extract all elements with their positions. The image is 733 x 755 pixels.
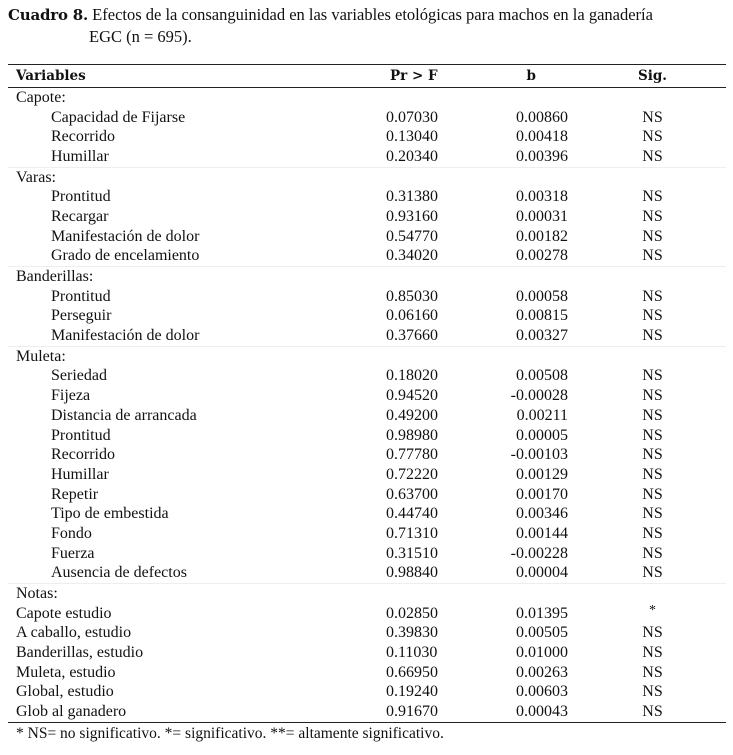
pr-f-value: 0.71310: [386, 524, 438, 542]
header-pr-f: Pr > F: [390, 68, 438, 84]
variable-name: Tipo de embestida: [51, 505, 169, 523]
variable-name: Recargar: [51, 207, 109, 225]
b-value: 0.00004: [516, 564, 568, 582]
pr-f-value: 0.63700: [386, 485, 438, 503]
table-footnote: * NS= no significativo. *= significativo. **= altamente significativo.: [16, 725, 444, 742]
variable-name: Fijeza: [51, 387, 91, 405]
sig-value: NS: [642, 663, 663, 681]
sig-value: NS: [642, 327, 663, 345]
b-value: 0.00860: [516, 108, 568, 126]
variable-name: Manifestación de dolor: [51, 327, 200, 345]
pr-f-value: 0.13040: [386, 128, 438, 146]
table-row: [8, 147, 726, 167]
table-row: [8, 108, 726, 128]
table-row: [8, 465, 726, 485]
group-name: Notas:: [16, 585, 58, 603]
pr-f-value: 0.31510: [386, 544, 438, 562]
b-value: 0.00396: [516, 147, 568, 165]
table-row: [8, 683, 726, 703]
b-value: -0.00228: [510, 544, 568, 562]
caption-text-line2: EGC (n = 695).: [89, 27, 192, 46]
table-row: [8, 326, 726, 346]
variable-name: Repetir: [51, 485, 99, 503]
table-row: [8, 504, 726, 524]
variable-name: Fondo: [51, 524, 92, 542]
sig-value: NS: [642, 426, 663, 444]
group-header-row: [8, 167, 726, 188]
pr-f-value: 0.66950: [386, 663, 438, 681]
pr-f-value: 0.98980: [386, 426, 438, 444]
sig-value: NS: [642, 387, 663, 405]
b-value: 0.00005: [516, 426, 568, 444]
pr-f-value: 0.07030: [386, 108, 438, 126]
sig-value: NS: [642, 406, 663, 424]
group-name: Varas:: [16, 168, 56, 186]
table-row: [8, 386, 726, 406]
b-value: 0.00263: [516, 663, 568, 681]
data-table: [8, 64, 726, 744]
sig-value: NS: [642, 505, 663, 523]
table-row: [8, 604, 726, 624]
table-row: [8, 643, 726, 663]
b-value: 0.00144: [516, 524, 568, 542]
sig-value: NS: [642, 485, 663, 503]
group-header-row: [8, 583, 726, 604]
group-name: Capote:: [16, 88, 66, 106]
variable-name: A caballo, estudio: [16, 624, 132, 642]
sig-value: NS: [642, 446, 663, 464]
group-name: Muleta:: [16, 347, 66, 365]
b-value: 0.01000: [516, 644, 568, 662]
pr-f-value: 0.34020: [386, 247, 438, 265]
b-value: 0.00058: [516, 287, 568, 305]
pr-f-value: 0.39830: [386, 624, 438, 642]
variable-name: Global, estudio: [16, 683, 114, 701]
table-row: [8, 406, 726, 426]
sig-value: NS: [642, 147, 663, 165]
pr-f-value: 0.02850: [386, 604, 438, 622]
pr-f-value: 0.49200: [386, 406, 438, 424]
header-b: b: [526, 68, 536, 84]
sig-value: NS: [642, 128, 663, 146]
b-value: 0.00211: [516, 406, 568, 424]
table-caption: [8, 4, 733, 48]
pr-f-value: 0.37660: [386, 327, 438, 345]
b-value: 0.00170: [516, 485, 568, 503]
b-value: 0.00508: [516, 367, 568, 385]
sig-value: NS: [642, 544, 663, 562]
sig-value: NS: [642, 624, 663, 642]
b-value: 0.00603: [516, 683, 568, 701]
pr-f-value: 0.18020: [386, 367, 438, 385]
sig-value: NS: [642, 703, 663, 721]
table-row: [8, 624, 726, 644]
pr-f-value: 0.77780: [386, 446, 438, 464]
sig-value: NS: [642, 188, 663, 206]
sig-value: NS: [642, 644, 663, 662]
variable-name: Banderillas, estudio: [16, 644, 144, 662]
sig-value: NS: [642, 108, 663, 126]
variable-name: Humillar: [51, 147, 109, 165]
b-value: 0.00129: [516, 465, 568, 483]
variable-name: Prontitud: [51, 287, 111, 305]
sig-value: NS: [642, 247, 663, 265]
table-row: [8, 702, 726, 722]
pr-f-value: 0.06160: [386, 307, 438, 325]
b-value: 0.00318: [516, 188, 568, 206]
b-value: 0.00182: [516, 227, 568, 245]
pr-f-value: 0.85030: [386, 287, 438, 305]
variable-name: Prontitud: [51, 188, 111, 206]
b-value: -0.00103: [510, 446, 568, 464]
table-row: [8, 287, 726, 307]
pr-f-value: 0.72220: [386, 465, 438, 483]
table-row: [8, 564, 726, 584]
pr-f-value: 0.91670: [386, 703, 438, 721]
b-value: 0.00346: [516, 505, 568, 523]
group-header-row: [8, 88, 726, 108]
sig-value: *: [649, 602, 656, 618]
table-row: [8, 307, 726, 327]
table-body: [8, 88, 726, 722]
variable-name: Muleta, estudio: [16, 663, 116, 681]
table-row: [8, 127, 726, 147]
sig-value: NS: [642, 207, 663, 225]
sig-value: NS: [642, 287, 663, 305]
variable-name: Ausencia de defectos: [51, 564, 187, 582]
sig-value: NS: [642, 524, 663, 542]
table-row: [8, 445, 726, 465]
group-header-row: [8, 346, 726, 367]
table-row: [8, 524, 726, 544]
pr-f-value: 0.98840: [386, 564, 438, 582]
caption-text-line1: Efectos de la consanguinidad en las variables etológicas para machos en la ganadería: [92, 5, 653, 24]
b-value: 0.00418: [516, 128, 568, 146]
b-value: 0.00031: [516, 207, 568, 225]
sig-value: NS: [642, 465, 663, 483]
variable-name: Recorrido: [51, 446, 115, 464]
b-value: 0.01395: [516, 604, 568, 622]
group-header-row: [8, 266, 726, 287]
b-value: 0.00815: [516, 307, 568, 325]
b-value: 0.00327: [516, 327, 568, 345]
caption-label: Cuadro 8.: [8, 6, 89, 24]
pr-f-value: 0.44740: [386, 505, 438, 523]
sig-value: NS: [642, 367, 663, 385]
pr-f-value: 0.20340: [386, 147, 438, 165]
b-value: -0.00028: [510, 387, 568, 405]
table-header: [8, 65, 726, 88]
sig-value: NS: [642, 683, 663, 701]
table-row: [8, 247, 726, 267]
b-value: 0.00278: [516, 247, 568, 265]
header-variables: Variables: [16, 68, 86, 84]
table-row: [8, 367, 726, 387]
table-row: [8, 485, 726, 505]
pr-f-value: 0.11030: [386, 644, 438, 662]
variable-name: Distancia de arrancada: [51, 406, 197, 424]
table-row: [8, 544, 726, 564]
variable-name: Capacidad de Fijarse: [51, 108, 186, 126]
table-row: [8, 426, 726, 446]
variable-name: Recorrido: [51, 128, 115, 146]
variable-name: Seriedad: [51, 367, 107, 385]
variable-name: Perseguir: [51, 307, 112, 325]
table-row: [8, 207, 726, 227]
variable-name: Manifestación de dolor: [51, 227, 200, 245]
table-row: [8, 187, 726, 207]
sig-value: NS: [642, 227, 663, 245]
sig-value: NS: [642, 564, 663, 582]
variable-name: Prontitud: [51, 426, 111, 444]
sig-value: NS: [642, 307, 663, 325]
table-row: [8, 663, 726, 683]
pr-f-value: 0.54770: [386, 227, 438, 245]
b-value: 0.00043: [516, 703, 568, 721]
pr-f-value: 0.93160: [386, 207, 438, 225]
variable-name: Glob al ganadero: [16, 703, 127, 721]
header-sig: Sig.: [637, 68, 668, 84]
pr-f-value: 0.31380: [386, 188, 438, 206]
table-row: [8, 227, 726, 247]
variable-name: Capote estudio: [16, 604, 112, 622]
variable-name: Grado de encelamiento: [51, 247, 200, 265]
pr-f-value: 0.19240: [386, 683, 438, 701]
variable-name: Fuerza: [51, 544, 95, 562]
b-value: 0.00505: [516, 624, 568, 642]
table-bottom-rule: [8, 722, 726, 723]
group-name: Banderillas:: [16, 268, 94, 286]
variable-name: Humillar: [51, 465, 109, 483]
pr-f-value: 0.94520: [386, 387, 438, 405]
